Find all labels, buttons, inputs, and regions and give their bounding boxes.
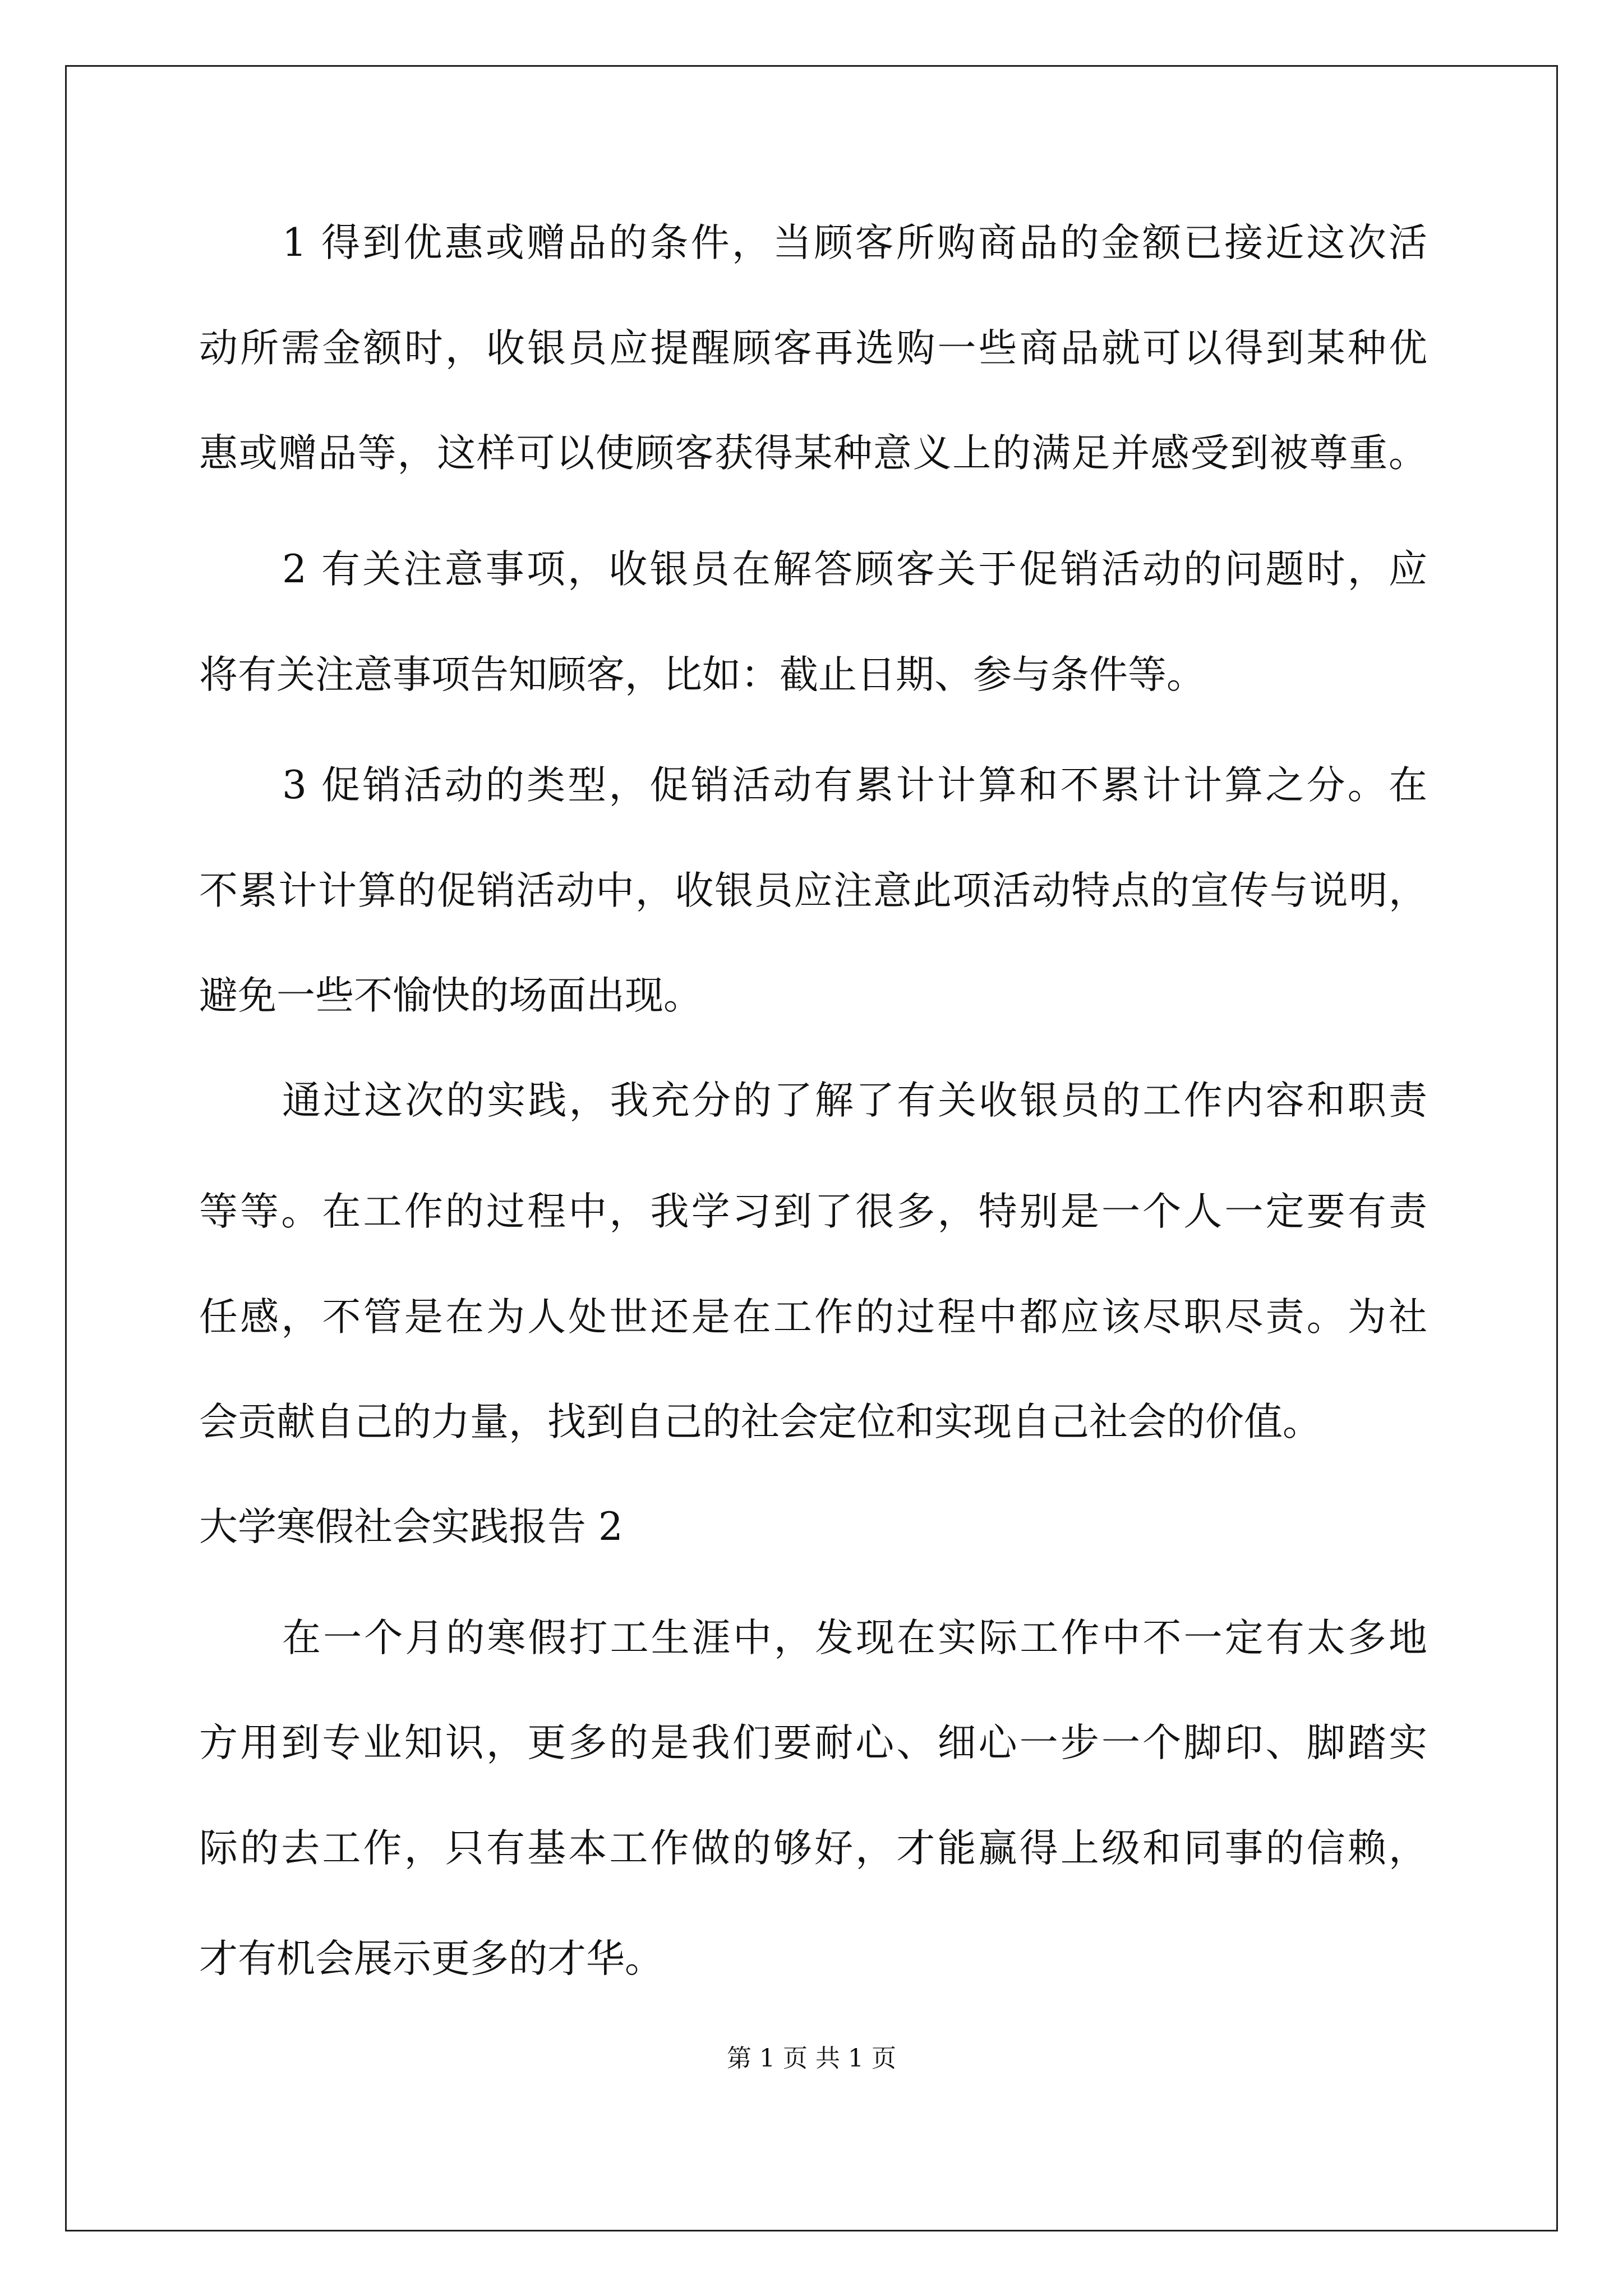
paragraph-3-line-2: 不累计计算的促销活动中，收银员应注意此项活动特点的宣传与说明， (199, 868, 1427, 913)
paragraph-4-line-4: 会贡献自己的力量，找到自己的社会定位和实现自己社会的价值。 (199, 1400, 1321, 1444)
page-border (65, 65, 1558, 2231)
paragraph-3-line-1: 3 促销活动的类型，促销活动有累计计算和不累计计算之分。在 (282, 763, 1427, 808)
section-heading: 大学寒假社会实践报告 2 (199, 1504, 623, 1549)
paragraph-5-line-2: 方用到专业知识，更多的是我们要耐心、细心一步一个脚印、脚踏实 (199, 1720, 1427, 1765)
paragraph-5-line-3: 际的去工作，只有基本工作做的够好，才能赢得上级和同事的信赖， (199, 1826, 1427, 1871)
paragraph-5-line-4: 才有机会展示更多的才华。 (199, 1936, 663, 1981)
paragraph-1-line-1: 1 得到优惠或赠品的条件，当顾客所购商品的金额已接近这次活 (282, 220, 1427, 265)
paragraph-1-line-3: 惠或赠品等，这样可以使顾客获得某种意义上的满足并感受到被尊重。 (199, 431, 1427, 476)
paragraph-1-line-2: 动所需金额时，收银员应提醒顾客再选购一些商品就可以得到某种优 (199, 326, 1427, 371)
paragraph-4-line-1: 通过这次的实践，我充分的了解了有关收银员的工作内容和职责 (282, 1078, 1427, 1123)
paragraph-2-line-1: 2 有关注意事项，收银员在解答顾客关于促销活动的问题时，应 (282, 547, 1427, 592)
paragraph-4-line-3: 任感，不管是在为人处世还是在工作的过程中都应该尽职尽责。为社 (199, 1295, 1427, 1340)
paragraph-2-line-2: 将有关注意事项告知顾客，比如：截止日期、参与条件等。 (199, 652, 1205, 697)
paragraph-3-line-3: 避免一些不愉快的场面出现。 (199, 973, 702, 1018)
page-footer: 第 1 页 共 1 页 (727, 2044, 896, 2073)
paragraph-4-line-2: 等等。在工作的过程中，我学习到了很多，特别是一个人一定要有责 (199, 1189, 1427, 1234)
paragraph-5-line-1: 在一个月的寒假打工生涯中，发现在实际工作中不一定有太多地 (282, 1616, 1427, 1660)
